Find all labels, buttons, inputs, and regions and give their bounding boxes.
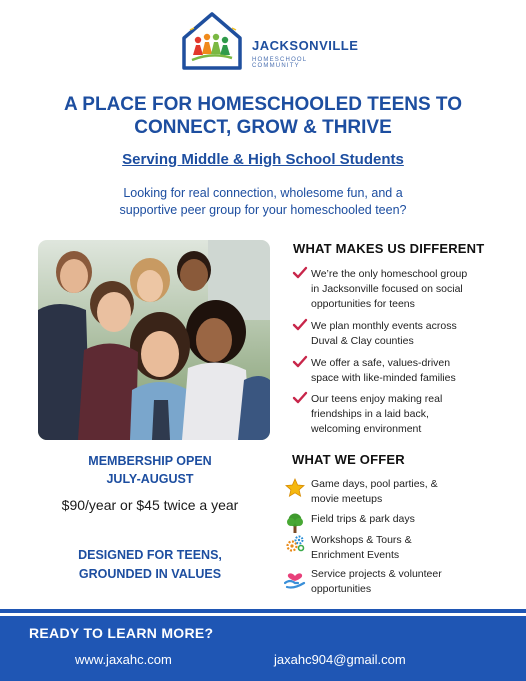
different-item-line: We’re the only homeschool group xyxy=(311,268,468,280)
house-logo-icon xyxy=(180,10,244,72)
offer-item-line: Field trips & park days xyxy=(311,513,415,525)
intro-text xyxy=(100,185,426,219)
logo-subtitle: HOMESCHOOL COMMUNITY xyxy=(252,57,308,69)
tagline-line-1: DESIGNED FOR TEENS, xyxy=(78,548,222,562)
different-item-line: friendships in a laid back, xyxy=(311,408,429,420)
footer-title: READY TO LEARN MORE? xyxy=(29,625,214,641)
offer-item-line: Service projects & volunteer xyxy=(311,568,442,580)
footer-divider xyxy=(0,609,526,613)
logo-name: JACKSONVILLE xyxy=(252,38,359,53)
membership-price: $90/year or $45 twice a year xyxy=(61,497,239,513)
checkmark-icon xyxy=(292,318,308,332)
checkmark-icon xyxy=(292,391,308,405)
teens-group-photo xyxy=(38,240,270,440)
offer-item-line: Workshops & Tours & xyxy=(311,534,412,546)
tagline xyxy=(40,546,260,584)
website-link[interactable]: www.jaxahc.com xyxy=(75,652,172,667)
different-item-line: We plan monthly events across xyxy=(311,320,457,332)
subheadline-text: Serving Middle & High School Students xyxy=(122,151,404,168)
helping-hands-icon xyxy=(284,567,306,589)
headline-line-2: CONNECT, GROW & THRIVE xyxy=(134,117,392,138)
intro-line-1: Looking for real connection, wholesome fun, and a xyxy=(123,186,403,200)
membership-line-1: MEMBERSHIP OPEN xyxy=(88,454,212,468)
different-item-line: We offer a safe, values-driven xyxy=(311,357,451,369)
gears-icon xyxy=(284,533,306,555)
footer xyxy=(0,616,526,681)
headline-line-1: A PLACE FOR HOMESCHOOLED TEENS TO xyxy=(64,94,462,115)
subheadline xyxy=(0,151,526,168)
email-link[interactable]: jaxahc904@gmail.com xyxy=(274,652,406,667)
tagline-line-2: GROUNDED IN VALUES xyxy=(78,567,222,581)
offer-item-line: opportunities xyxy=(311,582,372,595)
offer-title: WHAT WE OFFER xyxy=(292,452,405,467)
membership-heading xyxy=(40,452,260,488)
checkmark-icon xyxy=(292,266,308,280)
offer-item-line: Game days, pool parties, & xyxy=(311,478,438,490)
intro-line-2: supportive peer group for your homeschooled teen? xyxy=(119,203,407,217)
logo xyxy=(180,10,359,72)
different-item-line: welcoming environment xyxy=(311,423,422,435)
headline xyxy=(0,93,526,139)
membership-line-2: JULY-AUGUST xyxy=(106,472,194,486)
different-item-line: Our teens enjoy making real xyxy=(311,393,443,405)
different-item-line: in Jacksonville focused on social xyxy=(311,283,463,295)
star-icon xyxy=(284,477,306,499)
checkmark-icon xyxy=(292,355,308,369)
different-title: WHAT MAKES US DIFFERENT xyxy=(293,241,485,256)
tree-icon xyxy=(284,512,306,534)
different-item-line: space with like-minded families xyxy=(311,372,456,384)
different-item-line: opportunities for teens xyxy=(311,298,415,310)
different-item-line: Duval & Clay counties xyxy=(311,335,414,347)
offer-item-line: movie meetups xyxy=(311,492,383,505)
offer-item-line: Enrichment Events xyxy=(311,548,400,561)
